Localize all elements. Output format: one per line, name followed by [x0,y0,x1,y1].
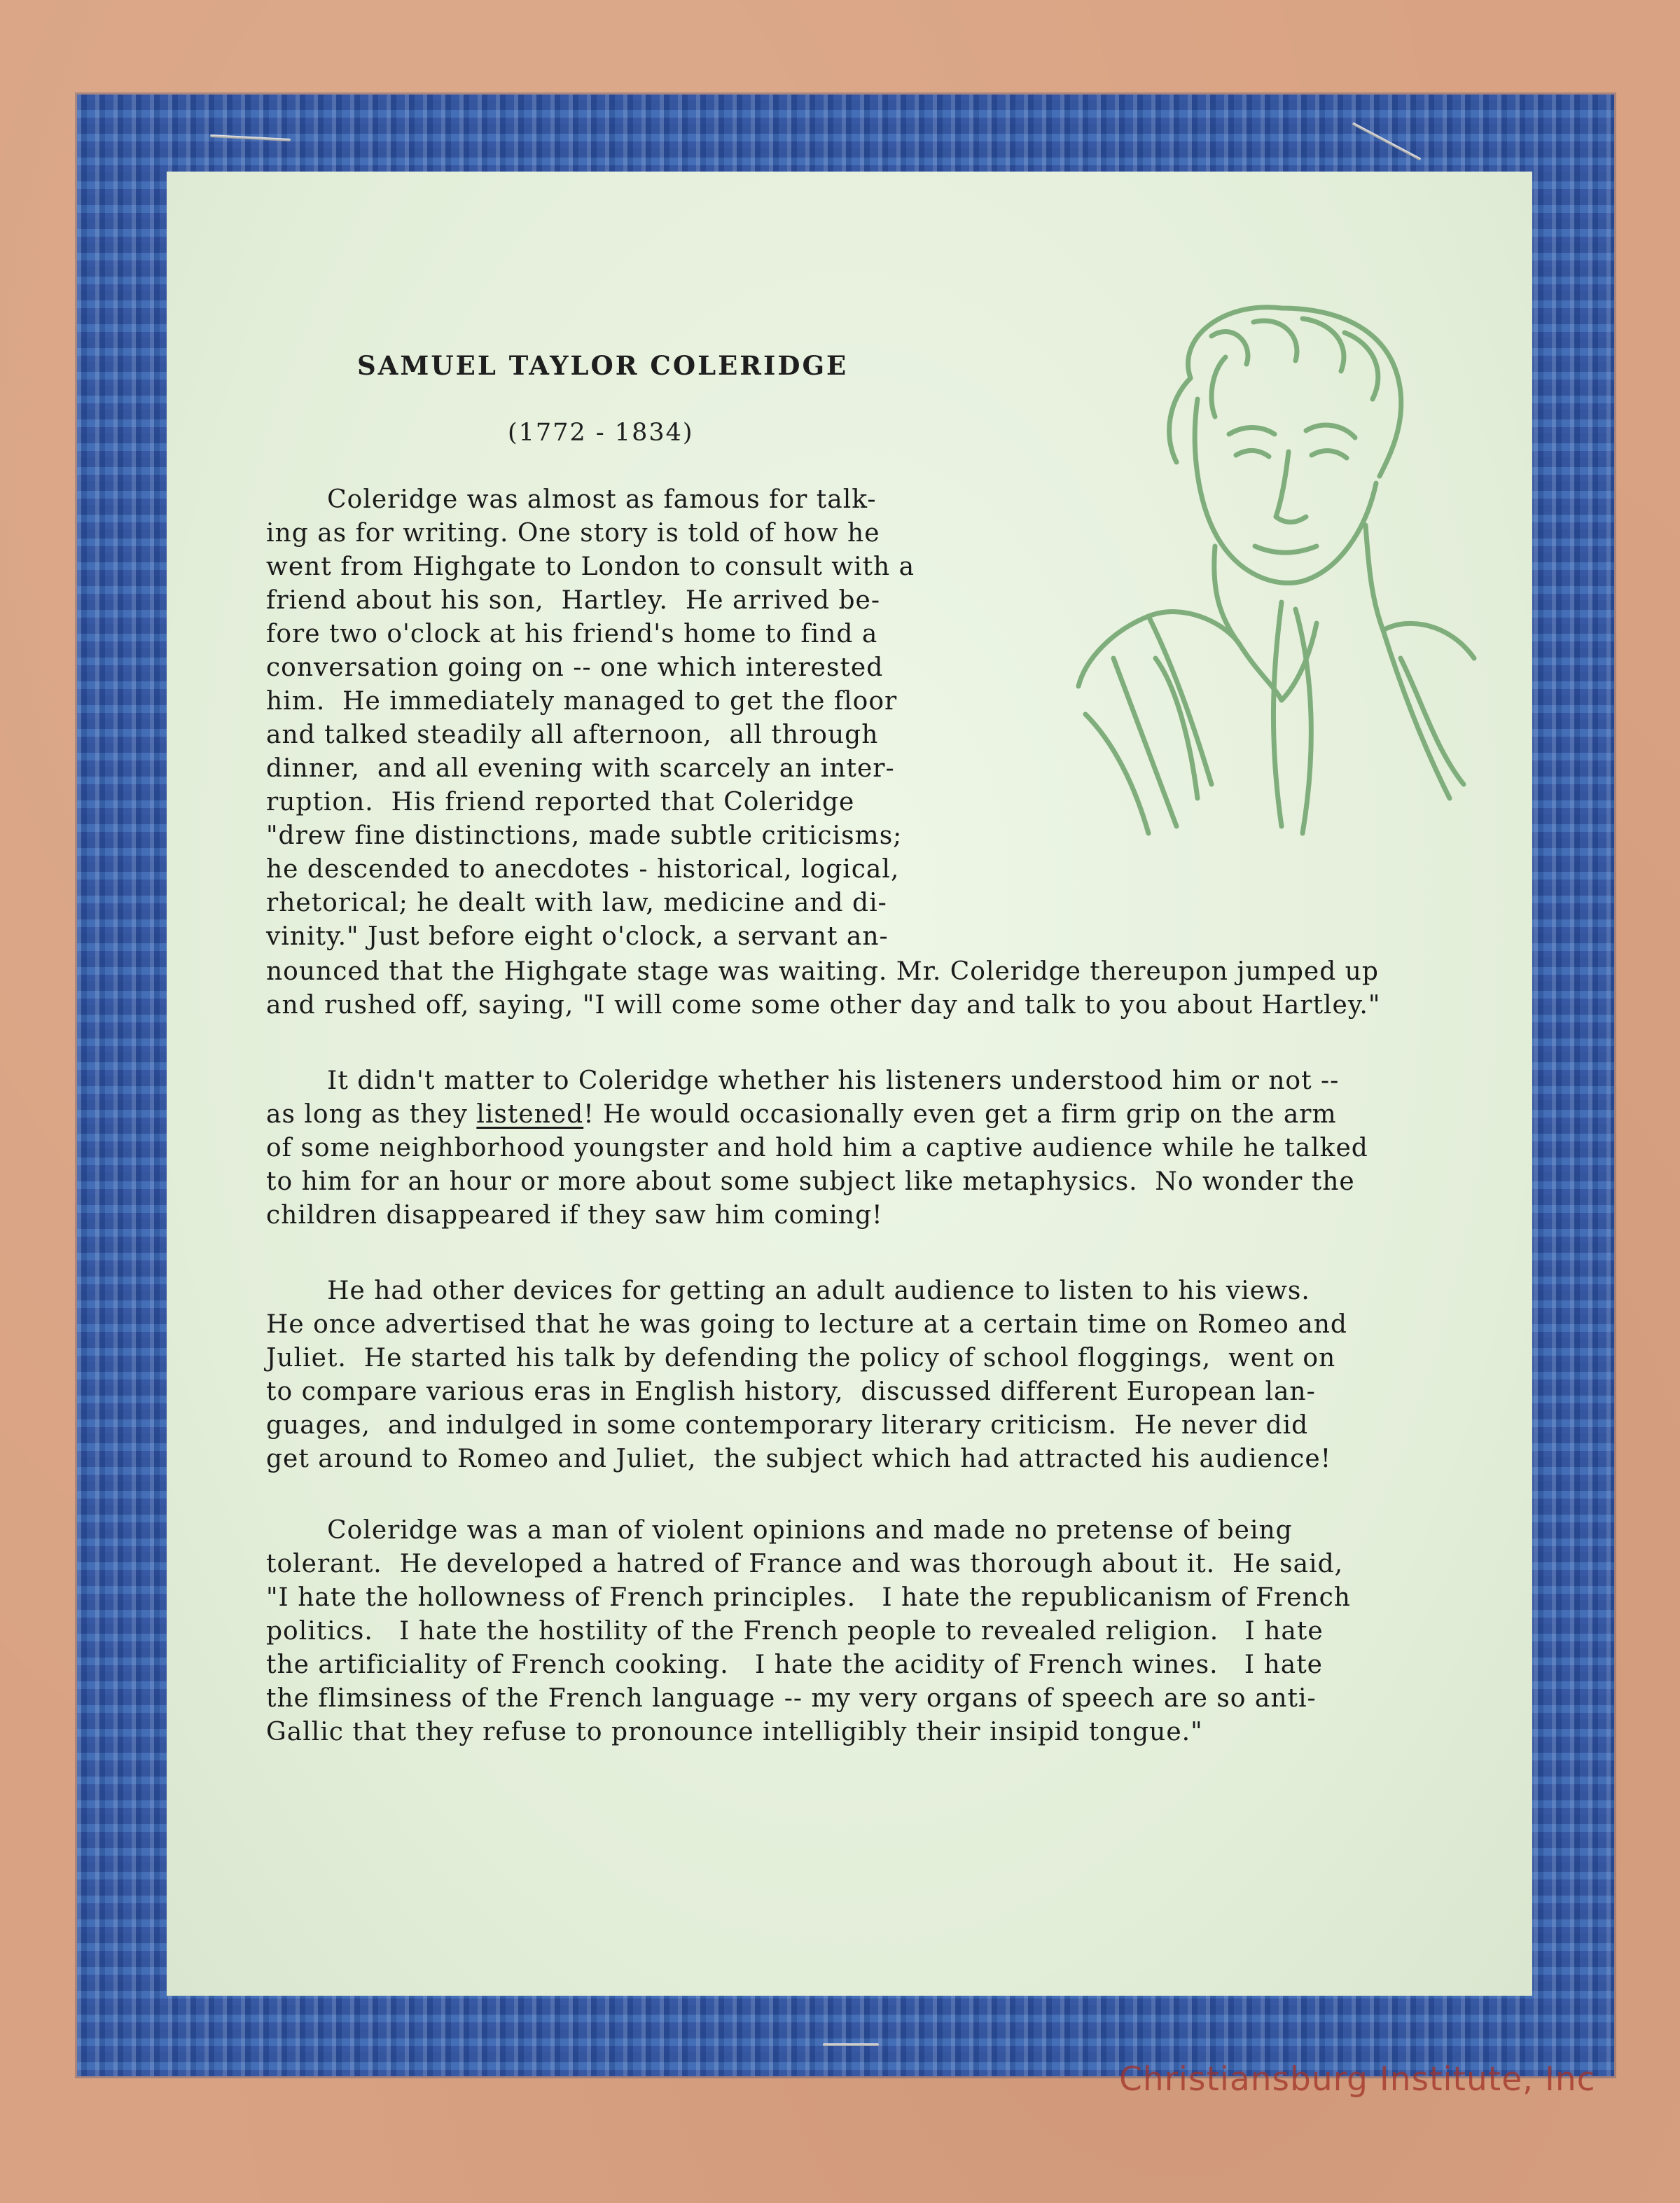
text-line: rhetorical; he dealt with law, medicine and di- [266,889,887,917]
text-line: Coleridge was a man of violent opinions and made no pretense of being [266,1516,1293,1545]
text-line: ruption. His friend reported that Coleridge [266,788,855,816]
text-line [266,1098,1337,1132]
text-line: went from Highgate to London to consult with a [266,553,915,581]
text-line: tolerant. He developed a hatred of France and was thorough about it. He said, [266,1550,1344,1578]
text-line: to him for an hour or more about some subject like metaphysics. No wonder the [266,1167,1355,1196]
watermark: Christiansburg Institute, Inc [1119,2060,1596,2099]
underlined-word: listened [476,1100,584,1129]
text-line: him. He immediately managed to get the floor [266,687,898,716]
text-line: nounced that the Highgate stage was waiting. Mr. Coleridge thereupon jumped up [266,957,1379,986]
portrait-sketch-icon [1071,294,1481,854]
text-line: "drew fine distinctions, made subtle criticisms; [266,821,903,850]
text-line: politics. I hate the hostility of the French people to revealed religion. I hate [266,1617,1324,1646]
text-line: children disappeared if they saw him coming! [266,1201,883,1230]
text-line: He once advertised that he was going to lecture at a certain time on Romeo and [266,1310,1347,1339]
text-line: "I hate the hollowness of French principles. I hate the republicanism of French [266,1583,1351,1612]
text-line: to compare various eras in English history, discussed different European lan- [266,1377,1316,1406]
text-line: the flimsiness of the French language -- my very organs of speech are so anti- [266,1684,1317,1713]
text-line: get around to Romeo and Juliet, the subject which had attracted his audience! [266,1445,1332,1473]
text-line: and talked steadily all afternoon, all through [266,721,879,749]
text-line: conversation going on -- one which interested [266,653,884,682]
life-dates: (1772 - 1834) [508,419,694,447]
text-line: He had other devices for getting an adult audience to listen to his views. [266,1277,1310,1305]
text-line: the artificiality of French cooking. I hate the acidity of French wines. I hate [266,1650,1323,1679]
text-line: ing as for writing. One story is told of how he [266,519,880,548]
text-line: dinner, and all evening with scarcely an inter- [266,754,895,783]
text-line: Coleridge was almost as famous for talk- [266,485,877,514]
text-segment: ! He would occasionally even get a firm grip on the arm [583,1100,1337,1129]
text-line: Juliet. He started his talk by defending the policy of school floggings, went on [266,1344,1336,1372]
text-line: It didn't matter to Coleridge whether his listeners understood him or not -- [266,1066,1340,1095]
text-line: and rushed off, saying, "I will come some other day and talk to you about Hartley." [266,991,1381,1020]
text-line: guages, and indulged in some contemporary literary criticism. He never did [266,1411,1309,1440]
text-line: friend about his son, Hartley. He arrived be- [266,586,881,615]
page-title: SAMUEL TAYLOR COLERIDGE [357,350,849,381]
text-line: he descended to anecdotes - historical, logical, [266,855,900,884]
staple-bottom [823,2043,879,2046]
text-line: Gallic that they refuse to pronounce intelligibly their insipid tongue." [266,1718,1203,1746]
text-line: vinity." Just before eight o'clock, a servant an- [266,922,889,951]
text-line: fore two o'clock at his friend's home to find a [266,620,878,648]
text-segment: as long as they [266,1100,477,1129]
text-line: of some neighborhood youngster and hold him a captive audience while he talked [266,1134,1368,1162]
